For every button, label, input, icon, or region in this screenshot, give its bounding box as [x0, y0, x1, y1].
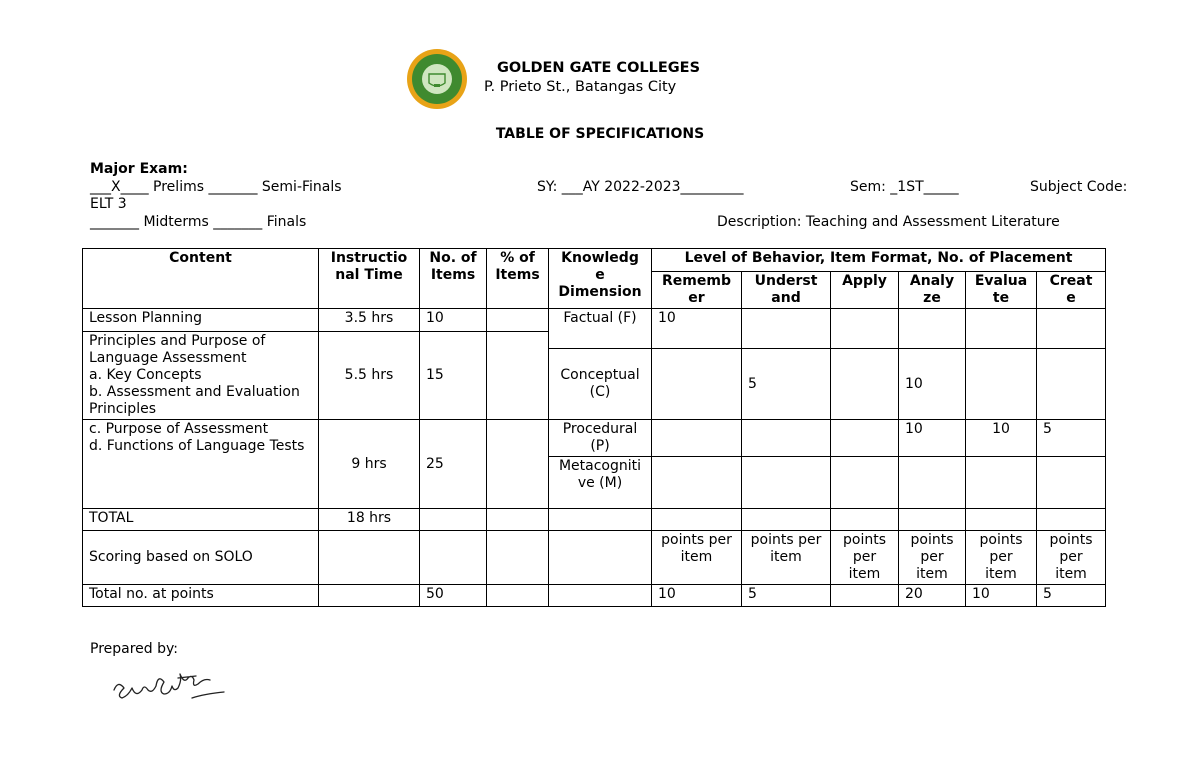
metacognitive-remember: [652, 457, 742, 509]
points-remember: 10: [652, 585, 742, 607]
factual-analyze: [899, 309, 966, 349]
points-evaluate: 10: [966, 585, 1037, 607]
exam-prelims-semifinals: ___X____ Prelims _______ Semi-Finals: [90, 179, 342, 195]
header-remember: Rememb er: [652, 272, 742, 309]
header-content: Content: [83, 249, 319, 309]
principles-title: Principles and Purpose of Language Assessment: [89, 333, 266, 366]
scoring-evaluate: points per item: [966, 531, 1037, 585]
conceptual-apply: [831, 349, 899, 420]
knowledge-conceptual: Conceptual (C): [549, 349, 652, 420]
conceptual-remember: [652, 349, 742, 420]
total-label: TOTAL: [83, 509, 319, 531]
time-purpose: 9 hrs: [319, 420, 420, 509]
prepared-by-label: Prepared by:: [90, 641, 178, 657]
knowledge-metacognitive: Metacogniti ve (M): [549, 457, 652, 509]
time-principles: 5.5 hrs: [319, 332, 420, 420]
school-name: GOLDEN GATE COLLEGES: [497, 60, 701, 76]
exam-midterms-finals: _______ Midterms _______ Finals: [90, 214, 307, 230]
percent-lesson-planning: [487, 309, 549, 332]
knowledge-factual: Factual (F): [549, 309, 652, 349]
factual-evaluate: [966, 309, 1037, 349]
table-row: [83, 420, 1106, 457]
principles-item-b: b. Assessment and Evaluation Principles: [89, 384, 300, 417]
procedural-analyze: 10: [899, 420, 966, 457]
semester: Sem: _1ST_____: [850, 179, 959, 195]
scoring-remember: points per item: [652, 531, 742, 585]
points-items: 50: [420, 585, 487, 607]
subject-code-label: Subject Code:: [1030, 179, 1128, 195]
metacognitive-evaluate: [966, 457, 1037, 509]
header-apply: Apply: [831, 272, 899, 309]
major-exam-label: Major Exam:: [90, 161, 188, 177]
table-row: [83, 585, 1106, 607]
content-lesson-planning: Lesson Planning: [83, 309, 319, 332]
header-knowledge-dimension: Knowledg e Dimension: [549, 249, 652, 309]
metacognitive-understand: [742, 457, 831, 509]
header-no-of-items: No. of Items: [420, 249, 487, 309]
procedural-evaluate: 10: [966, 420, 1037, 457]
table-row: [83, 309, 1106, 332]
header-create: Creat e: [1037, 272, 1106, 309]
scoring-label: Scoring based on SOLO: [83, 531, 319, 585]
factual-remember: 10: [652, 309, 742, 349]
purpose-item-d: d. Functions of Language Tests: [89, 438, 305, 454]
items-principles: 15: [420, 332, 487, 420]
points-understand: 5: [742, 585, 831, 607]
content-purpose: [83, 420, 319, 509]
table-row: [83, 531, 1106, 585]
header-instructional-time: Instructio nal Time: [319, 249, 420, 309]
points-label: Total no. at points: [83, 585, 319, 607]
metacognitive-create: [1037, 457, 1106, 509]
header-understand: Underst and: [742, 272, 831, 309]
factual-understand: [742, 309, 831, 349]
header-analyze: Analy ze: [899, 272, 966, 309]
procedural-remember: [652, 420, 742, 457]
knowledge-procedural: Procedural (P): [549, 420, 652, 457]
factual-create: [1037, 309, 1106, 349]
items-purpose: 25: [420, 420, 487, 509]
scoring-apply: points per item: [831, 531, 899, 585]
header-percent-items: % of Items: [487, 249, 549, 309]
header-level-of-behavior: Level of Behavior, Item Format, No. of Placement: [652, 249, 1106, 272]
metacognitive-apply: [831, 457, 899, 509]
total-time: 18 hrs: [319, 509, 420, 531]
school-logo: [406, 48, 468, 110]
content-principles: [83, 332, 319, 420]
scoring-analyze: points per item: [899, 531, 966, 585]
school-address: P. Prieto St., Batangas City: [484, 79, 677, 95]
subject-description: Description: Teaching and Assessment Literature: [717, 214, 1060, 230]
points-analyze: 20: [899, 585, 966, 607]
purpose-item-c: c. Purpose of Assessment: [89, 421, 269, 437]
procedural-apply: [831, 420, 899, 457]
time-lesson-planning: 3.5 hrs: [319, 309, 420, 332]
conceptual-create: [1037, 349, 1106, 420]
procedural-create: 5: [1037, 420, 1106, 457]
factual-apply: [831, 309, 899, 349]
header-evaluate: Evalua te: [966, 272, 1037, 309]
document-title: TABLE OF SPECIFICATIONS: [495, 126, 705, 142]
principles-item-a: a. Key Concepts: [89, 367, 202, 383]
conceptual-analyze: 10: [899, 349, 966, 420]
signature: [108, 668, 230, 710]
conceptual-understand: 5: [742, 349, 831, 420]
subject-code-value: ELT 3: [90, 196, 127, 212]
scoring-understand: points per item: [742, 531, 831, 585]
percent-principles: [487, 332, 549, 420]
procedural-understand: [742, 420, 831, 457]
conceptual-evaluate: [966, 349, 1037, 420]
points-apply: [831, 585, 899, 607]
points-create: 5: [1037, 585, 1106, 607]
table-row: [83, 509, 1106, 531]
school-year: SY: ___AY 2022-2023_________: [537, 179, 744, 195]
scoring-create: points per item: [1037, 531, 1106, 585]
items-lesson-planning: 10: [420, 309, 487, 332]
table-of-specifications: [82, 248, 1106, 607]
percent-purpose: [487, 420, 549, 509]
metacognitive-analyze: [899, 457, 966, 509]
